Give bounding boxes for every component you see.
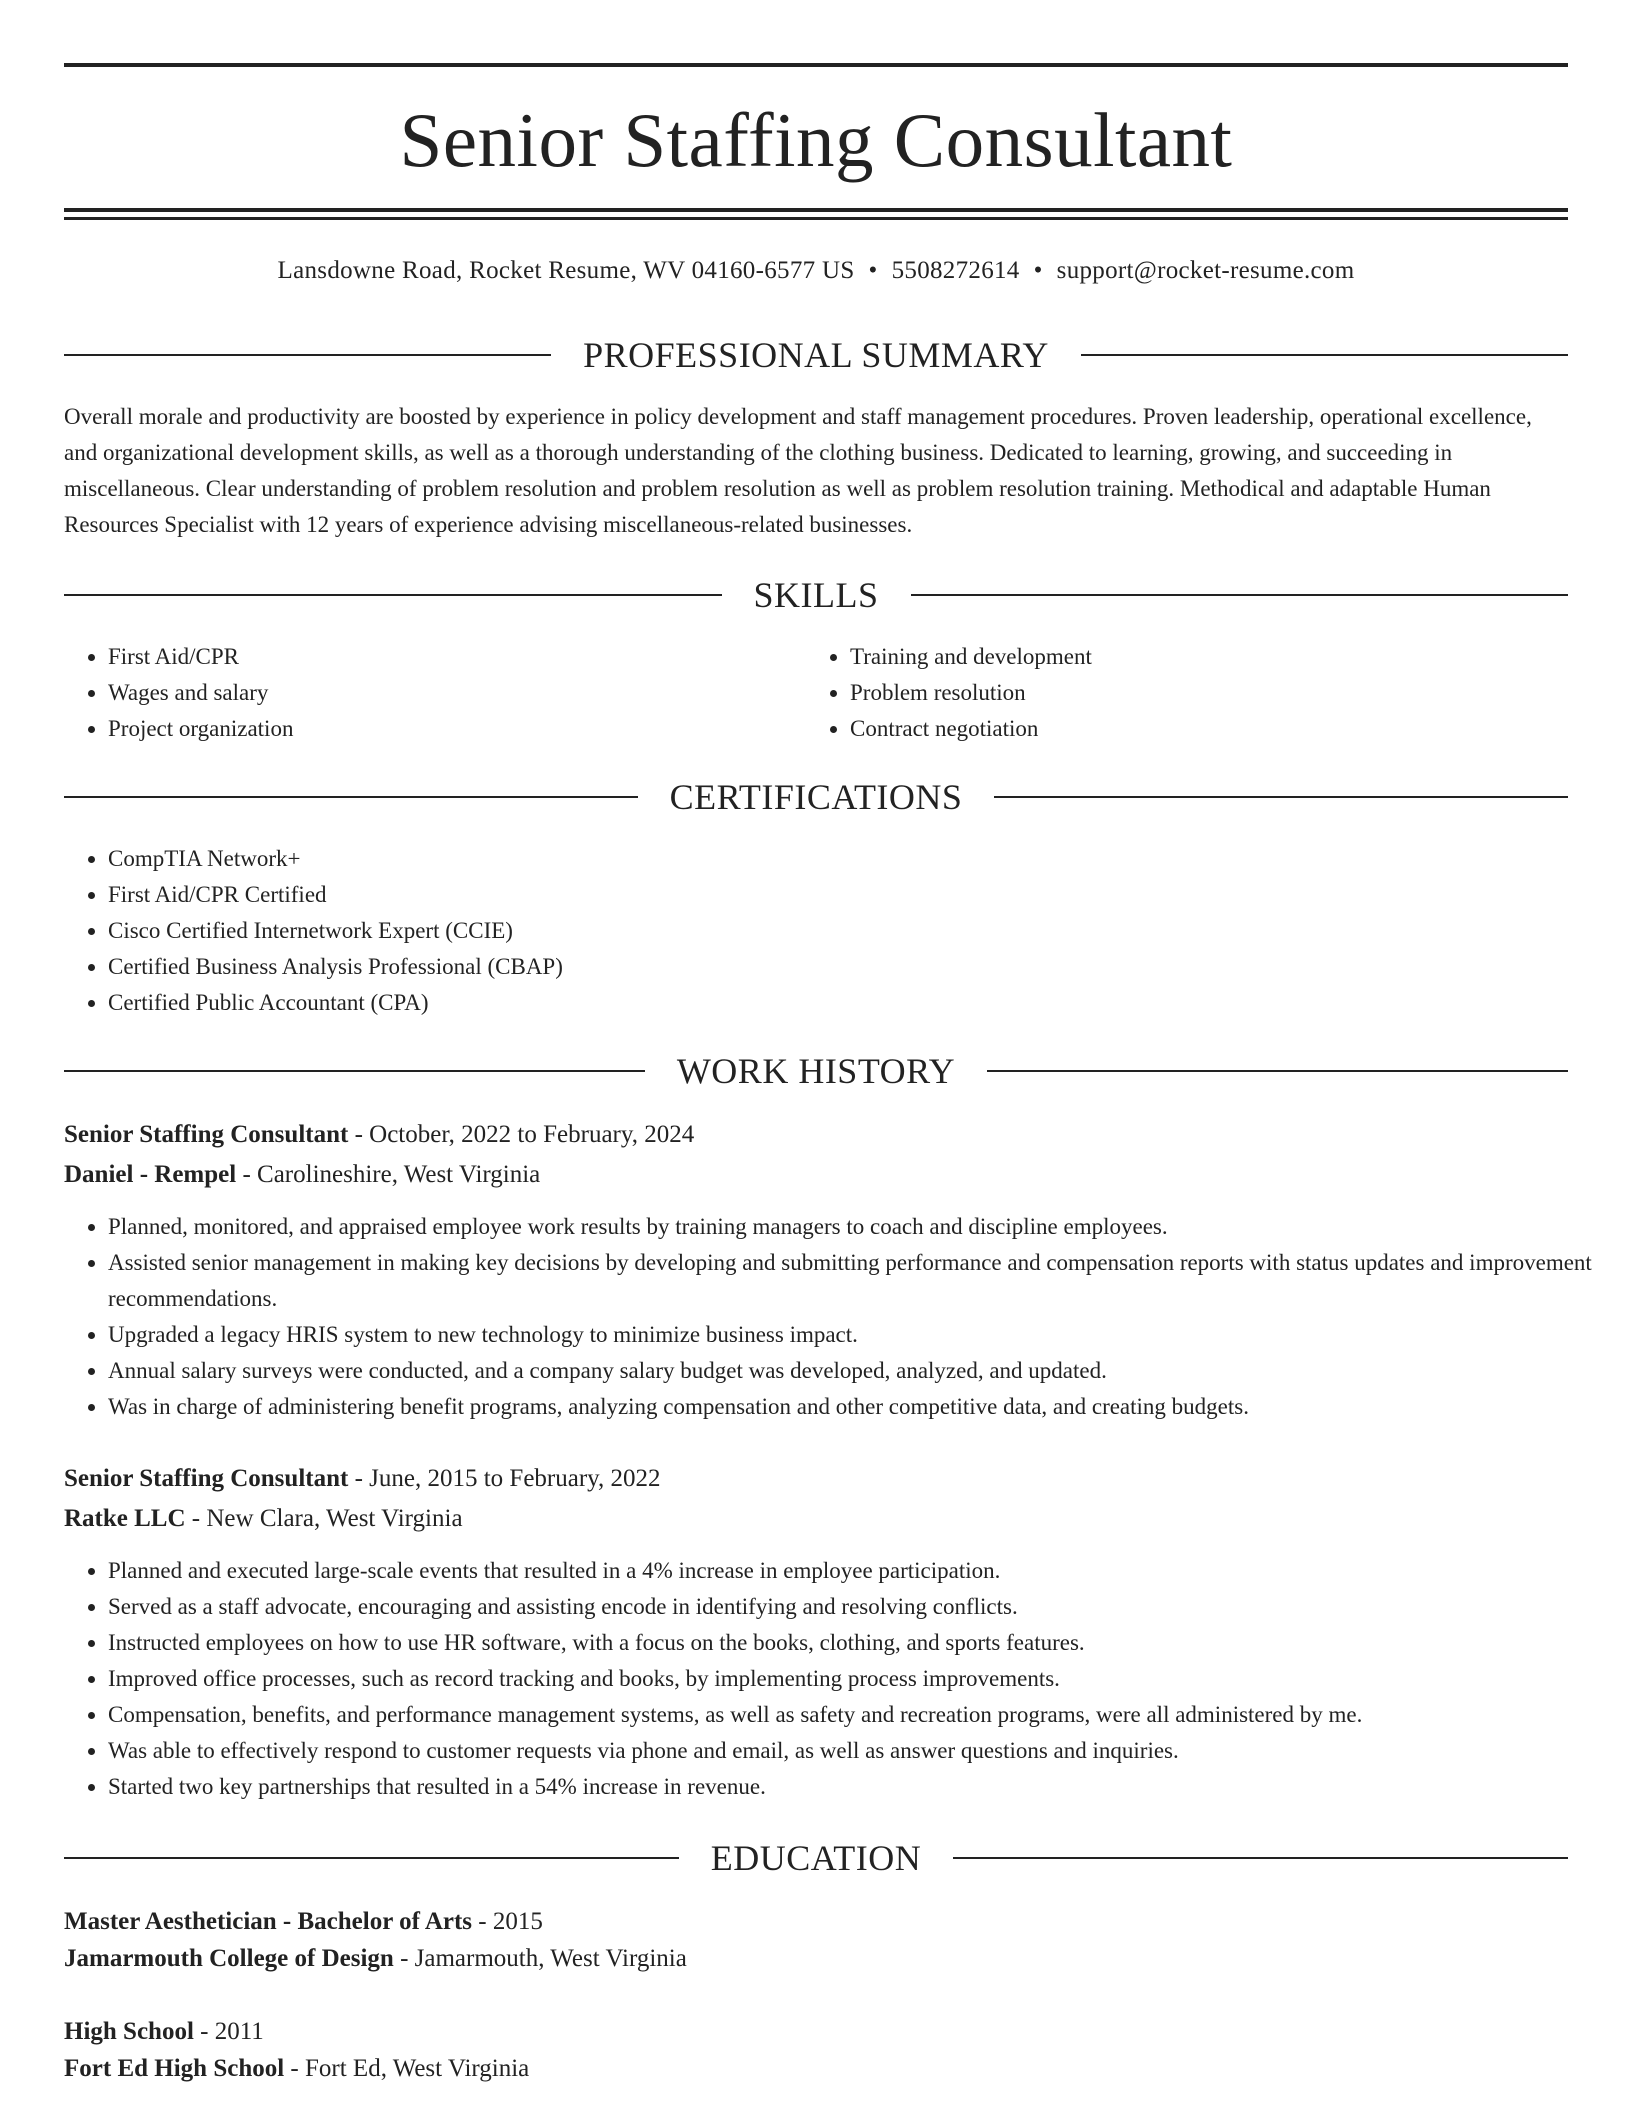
resume-title: Senior Staffing Consultant bbox=[399, 97, 1233, 183]
education-school: Jamarmouth College of Design bbox=[64, 1945, 394, 1972]
education-degree-line bbox=[64, 1904, 543, 1940]
contact-separator: • bbox=[1033, 257, 1043, 284]
job-bullet: • Annual salary surveys were conducted, and a company salary budget was developed, analyzed, and updated. bbox=[108, 1353, 1612, 1389]
section-rule bbox=[994, 796, 1568, 798]
job-bullet: • Planned, monitored, and appraised employee work results by training managers to coach and discipline employees. bbox=[108, 1209, 1612, 1245]
skill-item: • Project organization bbox=[108, 711, 808, 747]
certification-item: • Cisco Certified Internetwork Expert (CCIE) bbox=[108, 913, 1568, 949]
job-role: Senior Staffing Consultant bbox=[64, 1121, 349, 1148]
job-bullet: • Started two key partnerships that resulted in a 54% increase in revenue. bbox=[108, 1769, 1612, 1805]
skill-item: • Problem resolution bbox=[850, 675, 1550, 711]
job-bullet: • Was in charge of administering benefit programs, analyzing compensation and other competitive data, and creating budgets. bbox=[108, 1389, 1612, 1425]
header-top-rule bbox=[64, 63, 1568, 67]
job-location: - New Clara, West Virginia bbox=[185, 1505, 463, 1532]
job-bullet: • Assisted senior management in making key decisions by developing and submitting performance and compensation reports with status updates and improvement recommendations. bbox=[108, 1245, 1612, 1317]
work-history-section-heading bbox=[64, 1051, 1568, 1091]
header-bottom-rule-second bbox=[64, 217, 1568, 220]
certifications-list bbox=[64, 841, 1568, 1021]
job-bullet: • Improved office processes, such as record tracking and books, by implementing process improvements. bbox=[108, 1661, 1612, 1697]
section-rule bbox=[64, 1857, 679, 1859]
job-dates: - October, 2022 to February, 2024 bbox=[348, 1121, 695, 1148]
job-title-line bbox=[64, 1461, 661, 1497]
section-rule bbox=[1081, 354, 1568, 356]
job-bullets bbox=[64, 1209, 1612, 1425]
skill-item: • Wages and salary bbox=[108, 675, 808, 711]
job-bullet: • Served as a staff advocate, encouraging and assisting encode in identifying and resolving conflicts. bbox=[108, 1589, 1612, 1625]
section-title: WORK HISTORY bbox=[676, 1051, 956, 1091]
job-location: - Carolineshire, West Virginia bbox=[236, 1161, 541, 1188]
contact-address: Lansdowne Road, Rocket Resume, WV 04160-6577 US bbox=[277, 257, 855, 284]
education-degree-line bbox=[64, 2014, 264, 2050]
section-title: EDUCATION bbox=[710, 1838, 922, 1878]
contact-line bbox=[0, 254, 1632, 288]
section-rule bbox=[64, 1070, 645, 1072]
skills-section-heading bbox=[64, 575, 1568, 615]
education-school: Fort Ed High School bbox=[64, 2055, 285, 2082]
certification-item: • Certified Business Analysis Professional (CBAP) bbox=[108, 949, 1568, 985]
education-location: - Fort Ed, West Virginia bbox=[284, 2055, 530, 2082]
section-rule bbox=[987, 1070, 1568, 1072]
certification-item: • Certified Public Accountant (CPA) bbox=[108, 985, 1568, 1021]
job-title-line bbox=[64, 1117, 694, 1153]
education-location: - Jamarmouth, West Virginia bbox=[393, 1945, 687, 1972]
section-title: PROFESSIONAL SUMMARY bbox=[583, 335, 1049, 375]
contact-phone: 5508272614 bbox=[891, 257, 1020, 284]
section-title: CERTIFICATIONS bbox=[669, 777, 963, 817]
job-bullet: • Compensation, benefits, and performance management systems, as well as safety and recreation programs, were all administered by me. bbox=[108, 1697, 1612, 1733]
education-school-line bbox=[64, 1941, 687, 1977]
job-company: Daniel - Rempel bbox=[64, 1161, 237, 1188]
education-section-heading bbox=[64, 1838, 1568, 1878]
section-rule bbox=[64, 796, 638, 798]
job-role: Senior Staffing Consultant bbox=[64, 1465, 349, 1492]
section-rule bbox=[911, 594, 1569, 596]
job-bullet: • Planned and executed large-scale events that resulted in a 4% increase in employee participation. bbox=[108, 1553, 1612, 1589]
skills-list-right bbox=[806, 639, 1550, 747]
section-title: SKILLS bbox=[753, 575, 879, 615]
skill-item: • Training and development bbox=[850, 639, 1550, 675]
job-company-line bbox=[64, 1501, 463, 1537]
summary-text: Overall morale and productivity are boosted by experience in policy development and staff management procedures. Proven leadership, operational excellence, and organizational development skills, as well as a thorough understanding of the clothing business. Dedicated to learning, growing, and succeeding in miscellaneous. Clear understanding of problem resolution and problem resolution as well as problem resolution training. Methodical and adaptable Human Resources Specialist with 12 years of experience advising miscellaneous-related businesses. bbox=[64, 404, 1532, 537]
job-bullet: • Upgraded a legacy HRIS system to new technology to minimize business impact. bbox=[108, 1317, 1612, 1353]
education-school-line bbox=[64, 2051, 529, 2087]
job-bullet: • Instructed employees on how to use HR software, with a focus on the books, clothing, and sports features. bbox=[108, 1625, 1612, 1661]
summary-section-heading bbox=[64, 335, 1568, 375]
certification-item: • First Aid/CPR Certified bbox=[108, 877, 1568, 913]
section-rule bbox=[64, 594, 722, 596]
skills-list-left bbox=[64, 639, 808, 747]
job-company-line bbox=[64, 1157, 540, 1193]
header-bottom-rule bbox=[64, 208, 1568, 212]
section-rule bbox=[953, 1857, 1568, 1859]
skill-item: • First Aid/CPR bbox=[108, 639, 808, 675]
certification-item: • CompTIA Network+ bbox=[108, 841, 1568, 877]
education-year: - 2015 bbox=[472, 1908, 543, 1935]
education-degree: Master Aesthetician - Bachelor of Arts bbox=[64, 1908, 473, 1935]
contact-email: support@rocket-resume.com bbox=[1056, 257, 1355, 284]
job-company: Ratke LLC bbox=[64, 1505, 186, 1532]
section-rule bbox=[64, 354, 551, 356]
contact-separator: • bbox=[868, 257, 878, 284]
education-year: - 2011 bbox=[193, 2018, 264, 2045]
skill-item: • Contract negotiation bbox=[850, 711, 1550, 747]
job-bullet: • Was able to effectively respond to customer requests via phone and email, as well as answer questions and inquiries. bbox=[108, 1733, 1612, 1769]
job-dates: - June, 2015 to February, 2022 bbox=[348, 1465, 661, 1492]
certifications-section-heading bbox=[64, 777, 1568, 817]
job-bullets bbox=[64, 1553, 1612, 1805]
education-degree: High School bbox=[64, 2018, 194, 2045]
